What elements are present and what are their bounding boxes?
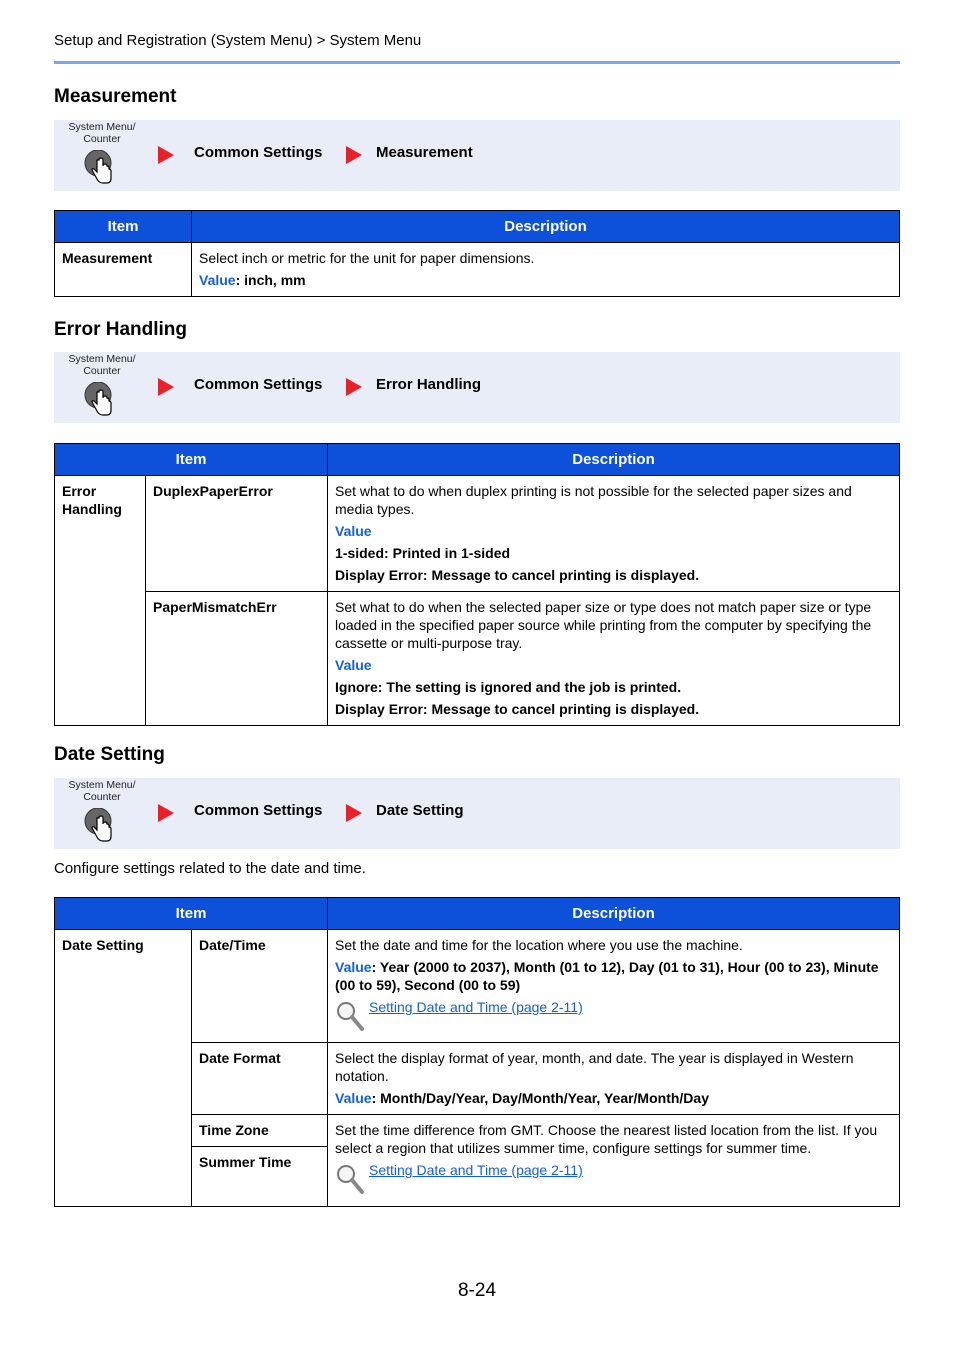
- description-cell: [328, 1043, 900, 1115]
- value-label: Value: [199, 272, 236, 288]
- value-option: 1-sided: Printed in 1-sided: [335, 545, 511, 561]
- description-cell: [328, 1115, 900, 1207]
- value-label: Value: [335, 959, 372, 975]
- column-header-description: Description: [192, 211, 900, 243]
- section-heading-measurement: Measurement: [54, 86, 177, 107]
- value-option: Display Error: Message to cancel printing is displayed.: [335, 701, 700, 717]
- value-option: Ignore: The setting is ignored and the job is printed.: [335, 679, 682, 695]
- value-option: Display Error: Message to cancel printing is displayed.: [335, 567, 700, 583]
- value-text: : Year (2000 to 2037), Month (01 to 12), Day (01 to 31), Hour (00 to 23), Minute (00 to 59), Second (00 to 59): [335, 959, 879, 993]
- red-arrow-icon: [158, 804, 174, 822]
- column-header-item: Item: [55, 898, 328, 930]
- description-text: Select inch or metric for the unit for paper dimensions.: [199, 250, 535, 266]
- item-cell: Measurement: [55, 243, 192, 297]
- value-text: : inch, mm: [235, 272, 306, 288]
- section-intro-text: Configure settings related to the date and time.: [54, 860, 366, 877]
- section-heading-error-handling: Error Handling: [54, 319, 188, 340]
- table-row: [55, 476, 900, 592]
- table-row: [55, 592, 900, 726]
- magnifier-icon: [335, 1000, 365, 1032]
- table-row: [55, 243, 900, 297]
- breadcrumb: Setup and Registration (System Menu) > System Menu: [54, 32, 422, 49]
- column-header-description: Description: [328, 898, 900, 930]
- column-header-item: Item: [55, 444, 328, 476]
- system-menu-label: System Menu/ Counter: [68, 779, 136, 803]
- value-label: Value: [335, 523, 372, 539]
- nav-step-common-settings: Common Settings: [194, 802, 323, 819]
- description-text: Select the display format of year, month, and date. The year is displayed in Western notation.: [335, 1050, 854, 1084]
- nav-step-common-settings: Common Settings: [194, 376, 323, 393]
- description-cell: [192, 243, 900, 297]
- red-arrow-icon: [346, 378, 362, 396]
- error-handling-table: [54, 443, 900, 726]
- page-number: 8-24: [457, 1280, 497, 1301]
- reference-link-row: [335, 998, 892, 1032]
- description-text: Set what to do when the selected paper size or type does not match paper size or type loaded in the specified paper source while printing from the computer by specifying the cassette or multi-purpose tray.: [335, 599, 872, 651]
- value-text: : Month/Day/Year, Day/Month/Year, Year/Month/Day: [371, 1090, 709, 1106]
- item-cell: Date Format: [192, 1043, 328, 1115]
- nav-step-common-settings: Common Settings: [194, 144, 323, 161]
- reference-link-row: [335, 1161, 892, 1195]
- nav-step-error-handling: Error Handling: [376, 376, 482, 393]
- nav-path-error-handling: [54, 352, 900, 423]
- nav-step-date-setting: Date Setting: [376, 802, 464, 819]
- reference-link[interactable]: Setting Date and Time (page 2-11): [369, 1162, 583, 1178]
- group-cell: Date Setting: [55, 930, 192, 1207]
- group-cell: Error Handling: [55, 476, 146, 726]
- date-setting-table: [54, 897, 900, 1207]
- description-cell: [328, 930, 900, 1043]
- system-menu-button-hand-icon: [80, 150, 116, 190]
- table-row: [55, 930, 900, 1043]
- value-label: Value: [335, 1090, 372, 1106]
- item-cell: PaperMismatchErr: [146, 592, 328, 726]
- description-text: Set the time difference from GMT. Choose the nearest listed location from the list. If you select a region that utilizes summer time, configure settings for summer time.: [335, 1122, 878, 1156]
- system-menu-button-hand-icon: [80, 808, 116, 848]
- red-arrow-icon: [346, 804, 362, 822]
- magnifier-icon: [335, 1163, 365, 1195]
- item-cell: Time Zone: [192, 1115, 328, 1147]
- red-arrow-icon: [346, 146, 362, 164]
- nav-step-measurement: Measurement: [376, 144, 473, 161]
- system-menu-label: System Menu/ Counter: [68, 353, 136, 377]
- header-rule: [54, 61, 900, 64]
- item-cell: DuplexPaperError: [146, 476, 328, 592]
- red-arrow-icon: [158, 146, 174, 164]
- nav-path-date-setting: [54, 778, 900, 849]
- red-arrow-icon: [158, 378, 174, 396]
- description-cell: [328, 592, 900, 726]
- description-cell: [328, 476, 900, 592]
- section-heading-date-setting: Date Setting: [54, 744, 165, 765]
- value-label: Value: [335, 657, 372, 673]
- item-cell: Date/Time: [192, 930, 328, 1043]
- description-text: Set what to do when duplex printing is not possible for the selected paper sizes and media types.: [335, 483, 852, 517]
- system-menu-button-hand-icon: [80, 382, 116, 422]
- column-header-item: Item: [55, 211, 192, 243]
- reference-link[interactable]: Setting Date and Time (page 2-11): [369, 999, 583, 1015]
- column-header-description: Description: [328, 444, 900, 476]
- nav-path-measurement: [54, 120, 900, 191]
- item-cell: Summer Time: [192, 1147, 328, 1207]
- measurement-table: [54, 210, 900, 297]
- description-text: Set the date and time for the location where you use the machine.: [335, 937, 743, 953]
- system-menu-label: System Menu/ Counter: [68, 121, 136, 145]
